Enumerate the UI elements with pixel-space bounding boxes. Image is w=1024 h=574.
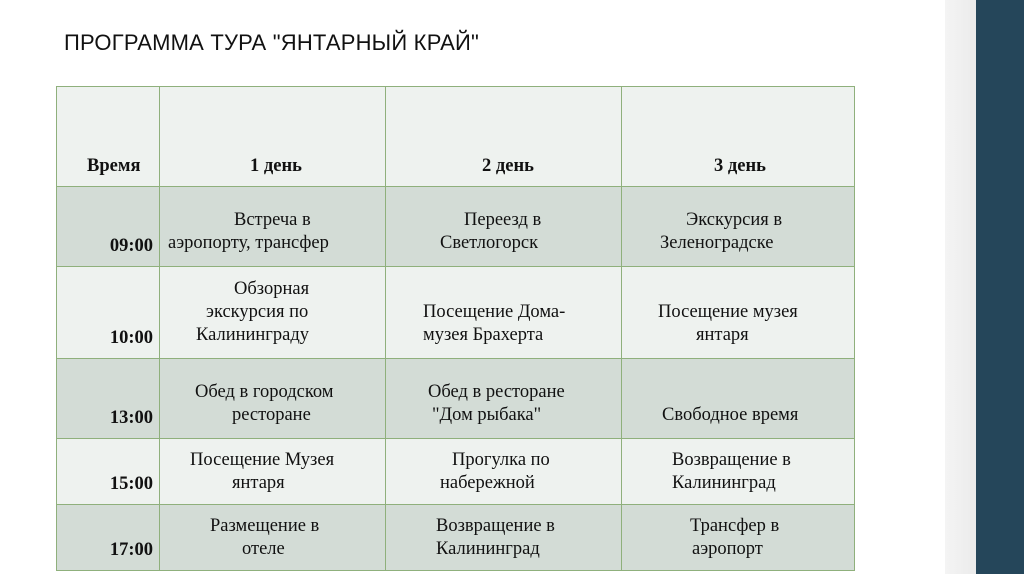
- header-time: Время: [57, 87, 160, 187]
- cell-day-3: Трансфер в аэропорт: [622, 505, 855, 571]
- time-cell: 17:00: [57, 505, 160, 571]
- cell-day-2: Прогулка по набережной: [386, 439, 622, 505]
- time-cell: 10:00: [57, 267, 160, 359]
- tour-schedule-table: [56, 86, 855, 571]
- accent-bar: [976, 0, 1024, 574]
- cell-day-2: Обед в ресторане "Дом рыбака": [386, 359, 622, 439]
- table-row: [57, 505, 855, 571]
- cell-day-2: Переезд в Светлогорск: [386, 187, 622, 267]
- time-cell: 13:00: [57, 359, 160, 439]
- cell-day-2: Посещение Дома- музея Брахерта: [386, 267, 622, 359]
- table-row: [57, 439, 855, 505]
- time-cell: 09:00: [57, 187, 160, 267]
- cell-day-1: Посещение Музея янтаря: [160, 439, 386, 505]
- slide-title: ПРОГРАММА ТУРА "ЯНТАРНЫЙ КРАЙ": [64, 30, 479, 55]
- cell-day-3: Посещение музея янтаря: [622, 267, 855, 359]
- cell-day-1: Обед в городском ресторане: [160, 359, 386, 439]
- cell-day-3: Возвращение в Калининград: [622, 439, 855, 505]
- table-row: [57, 359, 855, 439]
- table-row: [57, 267, 855, 359]
- header-day-3: 3 день: [622, 87, 855, 187]
- cell-day-1: Размещение в отеле: [160, 505, 386, 571]
- table-header-row: [57, 87, 855, 187]
- cell-day-2: Возвращение в Калининград: [386, 505, 622, 571]
- cell-day-1: Встреча в аэропорту, трансфер: [160, 187, 386, 267]
- header-day-2: 2 день: [386, 87, 622, 187]
- cell-day-3: Свободное время: [622, 359, 855, 439]
- time-cell: 15:00: [57, 439, 160, 505]
- table-row: [57, 187, 855, 267]
- header-day-1: 1 день: [160, 87, 386, 187]
- cell-day-3: Экскурсия в Зеленоградске: [622, 187, 855, 267]
- side-strip: [945, 0, 976, 574]
- cell-day-1: Обзорная экскурсия по Калининграду: [160, 267, 386, 359]
